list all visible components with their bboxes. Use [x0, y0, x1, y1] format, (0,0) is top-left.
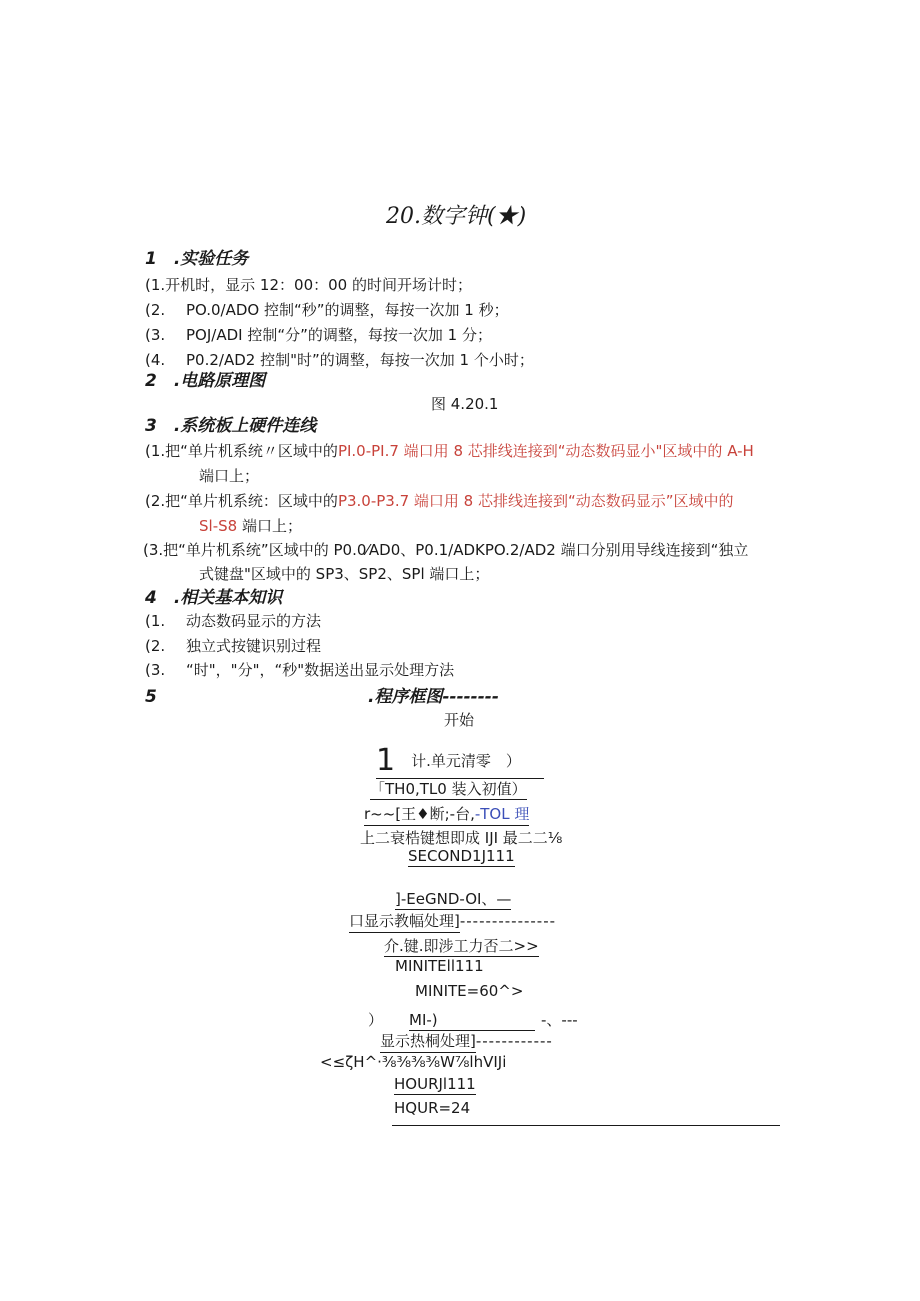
wiring-item-2	[145, 494, 734, 509]
flow-mi-tail: -、---	[541, 1011, 578, 1029]
flow-hour-inc: HOURJl111	[394, 1075, 476, 1093]
task-item-2-number: (2.	[145, 301, 166, 319]
task-item-4-number: (4.	[145, 351, 166, 369]
wiring-item-2-tail: 端口上；	[241, 517, 302, 535]
wiring-item-2-segments: Sl-S8	[199, 517, 238, 535]
flow-display-2-dashes: ------------	[475, 1032, 553, 1050]
wiring-item-2-lead: (2.把“单片机系统：区域中的	[145, 492, 338, 510]
knowledge-item-1-text: 动态数码显示的方法	[186, 612, 322, 630]
knowledge-item-2-text: 独立式按键识别过程	[186, 637, 322, 655]
flow-timer-init: 「TH0,TL0 装入初值）	[370, 780, 527, 798]
knowledge-item-1-number: (1.	[145, 612, 166, 630]
flow-eegnd: ]-EeGND-OI、—	[395, 890, 512, 908]
flow-mi-bracket: ）	[368, 1011, 384, 1029]
flow-interrupt	[364, 807, 529, 822]
flow-second-inc: SECOND1J111	[408, 847, 515, 865]
page-title: 20.数字钟(★)	[386, 204, 527, 229]
task-item-4-text: P0.2/AD2 控制"时”的调整，每按一次加 1 个小时；	[186, 351, 534, 369]
wiring-item-1-ports: PI.0-PI.7 端口用 8 芯排线连接到“动态数码显小"区域中的 A-H	[337, 442, 754, 460]
knowledge-item-2-number: (2.	[145, 637, 166, 655]
wiring-item-1	[145, 444, 754, 459]
section-1-heading: 1 .实验任务	[145, 249, 249, 269]
flow-mi-branch	[368, 1013, 578, 1031]
flow-display-1	[349, 914, 556, 929]
flow-interrupt-blue: -TOL 理	[475, 805, 530, 826]
flow-display-2-text: 显示热桐处理]	[380, 1032, 476, 1053]
flow-hour-key: <≤ζH^·⅜⅜⅜⅜W⅞lhVIJi	[320, 1053, 507, 1071]
section-3-heading: 3 .系统板上硬件连线	[145, 416, 317, 436]
wiring-item-1-cont: 端口上；	[199, 467, 260, 485]
figure-caption: 图 4.20.1	[431, 395, 499, 413]
knowledge-item-3-text: “时"，"分"，“秒"数据送出显示处理方法	[186, 661, 455, 679]
task-item-1: (1.开机时，显示 12：00：00 的时间开场计时；	[145, 276, 472, 294]
flow-start: 开始	[444, 711, 475, 729]
flow-interrupt-text: r~~[王♦断;-台,	[364, 805, 475, 826]
wiring-item-3-cont: 式键盘"区域中的 SP3、SP2、SPl 端口上；	[199, 565, 490, 583]
flow-init-step	[376, 743, 544, 779]
section-5-number: 5	[145, 687, 157, 707]
wiring-item-2-cont	[199, 519, 302, 534]
task-item-3-text: POJ/ADI 控制“分”的调整，每按一次加 1 分；	[186, 326, 492, 344]
flow-mi-text: MI-)	[409, 1013, 535, 1031]
flow-hour-check: HQUR=24	[394, 1099, 471, 1117]
section-5-heading: .程序框图--------	[368, 687, 499, 707]
wiring-item-2-ports: P3.0-P3.7 端口用 8 芯排线连接到“动态数码显示”区域中的	[337, 492, 734, 510]
flow-init-big-number: 1	[376, 743, 396, 778]
flow-display-1-dashes: ---------------	[459, 912, 557, 930]
flow-bottom-rule	[392, 1125, 780, 1126]
flow-init-text: 计.单元清零 ）	[411, 752, 521, 770]
knowledge-item-3-number: (3.	[145, 661, 166, 679]
flow-second-key: 上二衰梏键想即成 IJI 最二二⅛	[360, 829, 563, 847]
task-item-2-text: PO.0/ADO 控制“秒”的调整，每按一次加 1 秒；	[186, 301, 509, 319]
section-4-heading: 4 .相关基本知识	[145, 588, 283, 608]
wiring-item-3: (3.把“单片机系统”区域中的 P0.0⁄AD0、P0.1/ADKPO.2/AD2 端口分别用导线连接到“独立	[143, 541, 749, 559]
flow-minute-key: 介.键.即涉工力否二>>	[384, 937, 539, 955]
flow-display-2	[380, 1034, 553, 1049]
flow-minute-check: MINITE=60^>	[415, 982, 524, 1000]
task-item-3-number: (3.	[145, 326, 166, 344]
section-2-heading: 2 .电路原理图	[145, 371, 266, 391]
flow-minute-inc: MINITEll111	[395, 957, 484, 975]
flow-display-1-text: 口显示教幅处理]	[349, 912, 460, 933]
wiring-item-1-lead: (1.把“单片机系统〃区域中的	[145, 442, 338, 460]
